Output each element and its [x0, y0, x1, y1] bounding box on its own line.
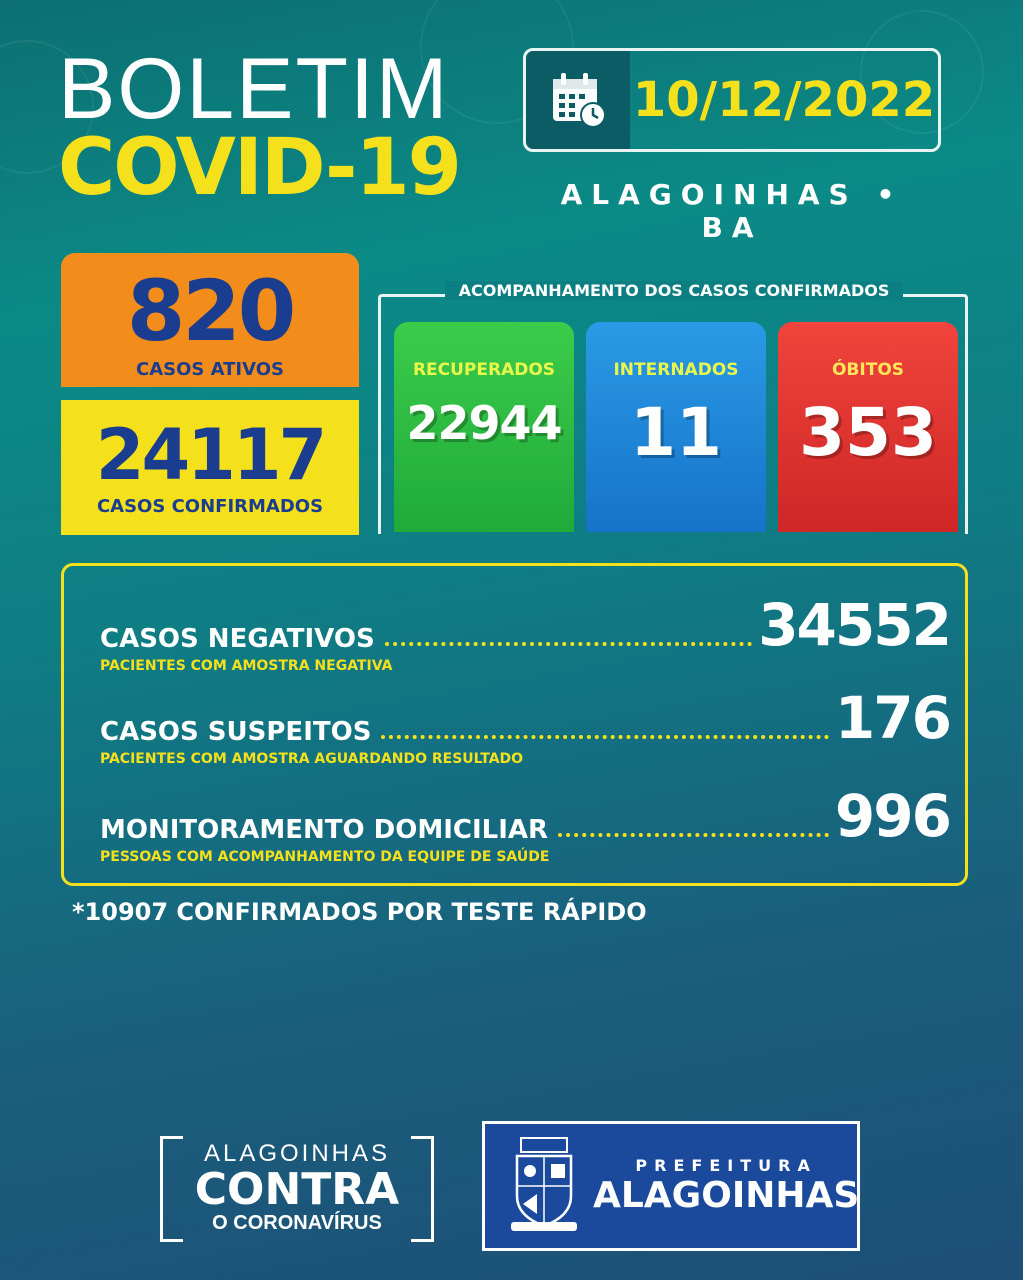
tracking-panel-title: ACOMPANHAMENTO DOS CASOS CONFIRMADOS — [415, 281, 933, 300]
prefeitura-label: PREFEITURA — [635, 1156, 817, 1175]
logo-coronavirus-text: O CORONAVÍRUS — [212, 1212, 382, 1234]
prefeitura-text — [593, 1156, 859, 1216]
confirmed-cases-label: CASOS CONFIRMADOS — [96, 496, 324, 517]
suspect-cases-subtitle: PACIENTES COM AMOSTRA AGUARDANDO RESULTADO — [100, 751, 524, 767]
title-boletim: BOLETIM — [58, 41, 450, 137]
recovered-value: 22944 — [406, 396, 562, 450]
negative-cases-subtitle: PACIENTES COM AMOSTRA NEGATIVA — [100, 658, 393, 674]
report-date: 10/12/2022 — [632, 72, 936, 128]
hospitalized-label: INTERNADOS — [613, 360, 739, 380]
logo-contra-text: CONTRA — [194, 1164, 400, 1215]
city-label: ALAGOINHAS • BA — [560, 178, 904, 244]
title-covid: COVID-19 — [58, 123, 460, 213]
negative-cases-value: 34552 — [758, 591, 950, 659]
dotted-leader — [385, 642, 753, 646]
hospitalized-value: 11 — [630, 394, 722, 471]
home-monitoring-subtitle: PESSOAS COM ACOMPANHAMENTO DA EQUIPE DE SAÚDE — [100, 849, 550, 865]
deaths-value: 353 — [799, 394, 937, 471]
prefeitura-logo — [482, 1121, 860, 1251]
calendar-clock-icon — [526, 51, 630, 149]
confirmed-cases-card — [61, 400, 359, 535]
confirmed-cases-value: 24117 — [95, 414, 325, 496]
home-monitoring-label: MONITORAMENTO DOMICILIAR — [100, 815, 549, 845]
negative-cases-row — [100, 591, 950, 674]
recovered-label: RECUPERADOS — [412, 360, 556, 380]
suspect-cases-value: 176 — [834, 684, 950, 752]
date-box — [523, 48, 941, 152]
suspect-cases-label: CASOS SUSPEITOS — [100, 717, 372, 747]
prefeitura-city: ALAGOINHAS — [593, 1175, 860, 1216]
logo-bracket-left — [160, 1136, 183, 1242]
active-cases-card — [61, 253, 359, 387]
hospitalized-card — [586, 322, 766, 532]
logo-bracket-right — [411, 1136, 434, 1242]
negative-cases-label: CASOS NEGATIVOS — [100, 624, 375, 654]
dotted-leader — [558, 833, 829, 837]
home-monitoring-value: 996 — [834, 782, 950, 850]
active-cases-value: 820 — [126, 262, 294, 360]
city-crest-icon — [509, 1134, 579, 1238]
deaths-card — [778, 322, 958, 532]
home-monitoring-row — [100, 782, 950, 865]
contra-coronavirus-logo — [160, 1136, 434, 1238]
recovered-card — [394, 322, 574, 532]
logo-city-text: ALAGOINHAS — [203, 1140, 391, 1167]
deaths-label: ÓBITOS — [831, 360, 905, 380]
active-cases-label: CASOS ATIVOS — [135, 359, 285, 380]
dotted-leader — [381, 735, 828, 739]
suspect-cases-row — [100, 684, 950, 767]
rapid-test-footnote: *10907 CONFIRMADOS POR TESTE RÁPIDO — [72, 898, 647, 926]
